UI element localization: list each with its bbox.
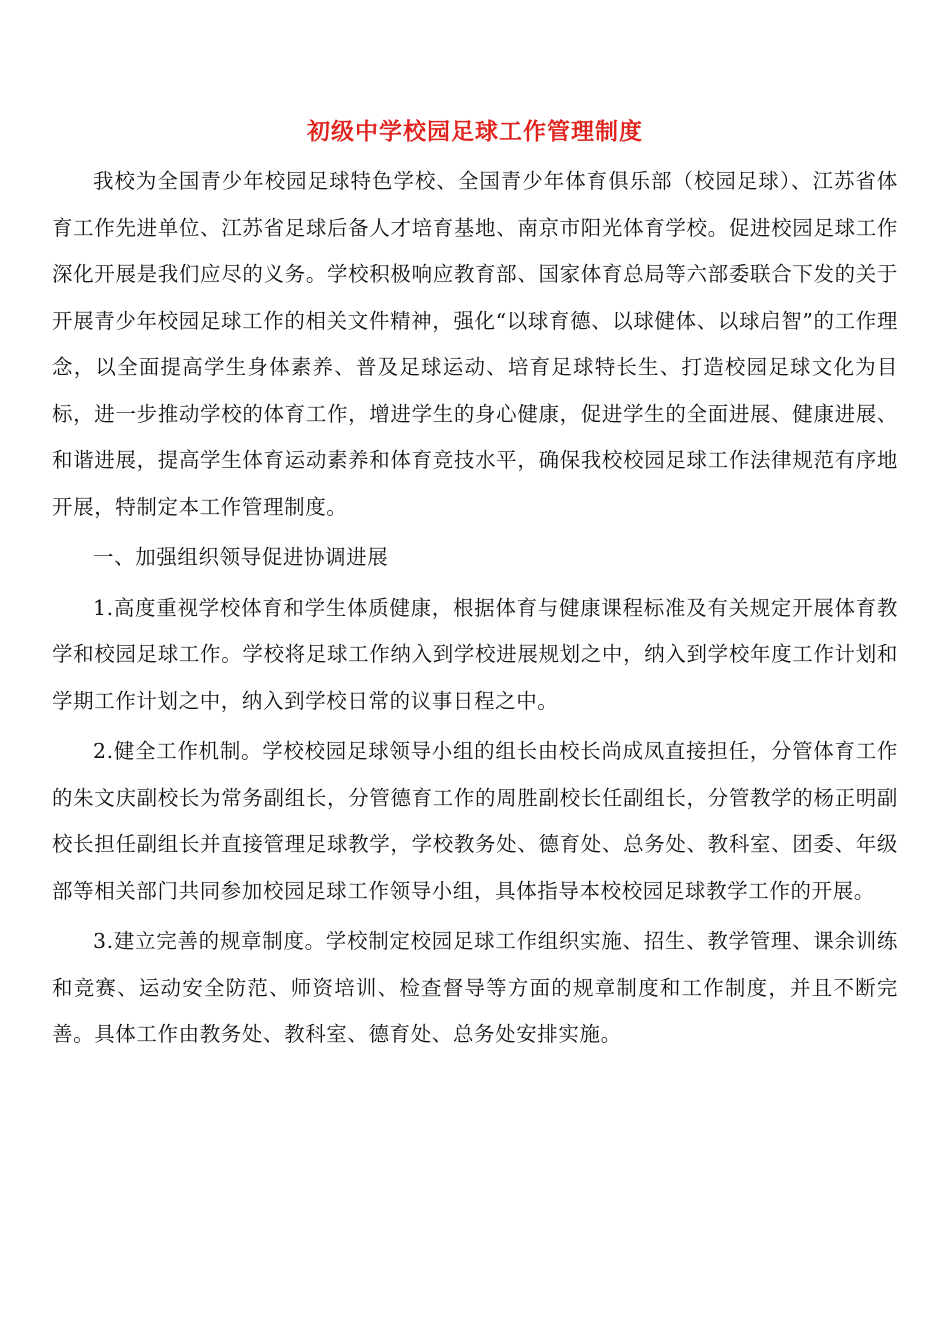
item-1-paragraph: 1.高度重视学校体育和学生体质健康，根据体育与健康课程标准及有关规定开展体育教学和校园足球工作。学校将足球工作纳入到学校进展规划之中，纳入到学校年度工作计划和学期工作计划之中，纳入到学校日常的议事日程之中。 — [52, 595, 898, 713]
item-2-paragraph: 2.健全工作机制。学校校园足球领导小组的组长由校长尚成凤直接担任，分管体育工作的朱文庆副校长为常务副组长，分管德育工作的周胜副校长任副组长，分管教学的杨正明副校长担任副组长并直接管理足球教学，学校教务处、德育处、总务处、教科室、团委、年级部等相关部门共同参加校园足球工作领导小组，具体指导本校校园足球教学工作的开展。 — [52, 739, 898, 903]
intro-paragraph: 我校为全国青少年校园足球特色学校、全国青少年体育俱乐部（校园足球）、江苏省体育工作先进单位、江苏省足球后备人才培育基地、南京市阳光体育学校。促进校园足球工作深化开展是我们应尽的义务。学校积极响应教育部、国家体育总局等六部委联合下发的关于开展青少年校园足球工作的相关文件精神，强化“以球育德、以球健体、以球启智”的工作理念，以全面提高学生身体素养、普及足球运动、培育足球特长生、打造校园足球文化为目标，进一步推动学校的体育工作，增进学生的身心健康，促进学生的全面进展、健康进展、和谐进展，提高学生体育运动素养和体育竞技水平，确保我校校园足球工作法律规范有序地开展，特制定本工作管理制度。 — [52, 169, 898, 519]
item-3-paragraph: 3.建立完善的规章制度。学校制定校园足球工作组织实施、招生、教学管理、课余训练和竞赛、运动安全防范、师资培训、检查督导等方面的规章制度和工作制度，并且不断完善。具体工作由教务处、教科室、德育处、总务处安排实施。 — [52, 929, 898, 1046]
document-title: 初级中学校园足球工作管理制度 — [307, 118, 643, 145]
document-page — [52, 110, 898, 1062]
section-heading: 一、加强组织领导促进协调进展 — [93, 545, 389, 569]
